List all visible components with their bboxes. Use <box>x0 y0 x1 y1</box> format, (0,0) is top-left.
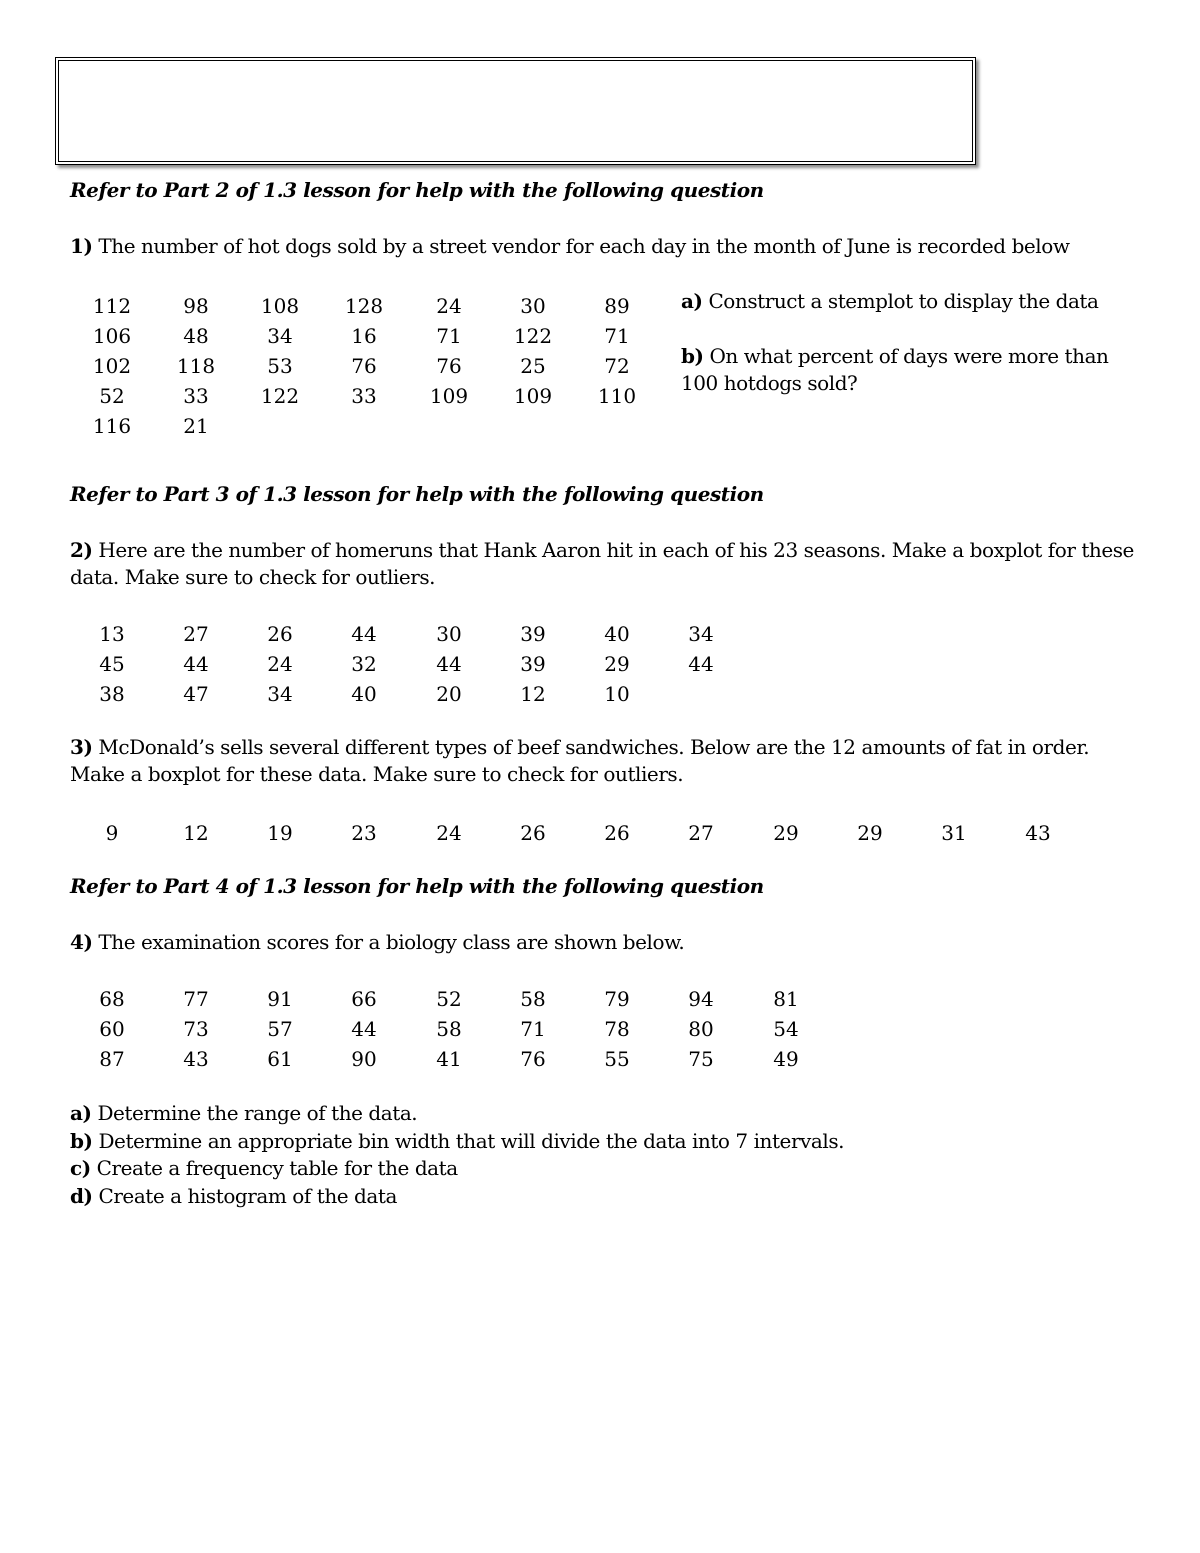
data-cell: 43 <box>183 1047 209 1071</box>
data-row <box>70 821 1090 851</box>
data-cell: 57 <box>267 1017 293 1041</box>
data-cell: 33 <box>351 384 377 408</box>
data-cell: 47 <box>183 682 209 706</box>
data-cell: 108 <box>260 294 300 318</box>
data-cell: 73 <box>183 1017 209 1041</box>
data-row <box>70 324 670 354</box>
data-cell: 43 <box>1025 821 1051 845</box>
data-cell: 91 <box>267 987 293 1011</box>
part-text: Determine an appropriate bin width that will divide the data into 7 intervals. <box>92 1128 845 1153</box>
data-cell: 29 <box>604 652 630 676</box>
part-text: Determine the range of the data. <box>91 1101 418 1125</box>
data-cell: 60 <box>99 1017 125 1041</box>
data-cell: 34 <box>267 682 293 706</box>
data-cell: 112 <box>92 294 132 318</box>
part-text: Create a histogram of the data <box>92 1183 397 1208</box>
data-cell: 72 <box>604 354 630 378</box>
data-cell: 87 <box>99 1047 125 1071</box>
data-cell: 71 <box>520 1017 546 1041</box>
question-1-number: 1) <box>70 234 93 258</box>
data-cell: 31 <box>941 821 967 845</box>
data-cell: 76 <box>436 354 462 378</box>
data-cell: 19 <box>267 821 293 845</box>
data-cell: 13 <box>99 622 125 646</box>
data-row <box>70 622 750 652</box>
data-cell: 38 <box>99 682 125 706</box>
question-4b <box>70 1128 844 1156</box>
data-cell: 54 <box>773 1017 799 1041</box>
data-row <box>70 987 830 1017</box>
data-cell: 23 <box>351 821 377 845</box>
data-cell: 118 <box>176 354 216 378</box>
data-cell: 116 <box>92 414 132 438</box>
question-1b <box>681 343 1151 397</box>
data-cell: 27 <box>688 821 714 845</box>
exam-scores-table <box>70 987 830 1077</box>
data-cell: 110 <box>597 384 637 408</box>
data-row <box>70 1047 830 1077</box>
question-1a-text: Construct a stemplot to display the data <box>702 289 1099 313</box>
data-row <box>70 1017 830 1047</box>
data-cell: 24 <box>267 652 293 676</box>
data-cell: 30 <box>520 294 546 318</box>
data-cell: 68 <box>99 987 125 1011</box>
data-cell: 32 <box>351 652 377 676</box>
question-4-prompt <box>70 929 1140 956</box>
question-4c <box>70 1155 844 1183</box>
question-4d <box>70 1183 844 1211</box>
data-row <box>70 384 670 414</box>
data-cell: 44 <box>688 652 714 676</box>
data-cell: 80 <box>688 1017 714 1041</box>
data-cell: 29 <box>857 821 883 845</box>
question-3-number: 3) <box>70 735 93 759</box>
part-label: d) <box>70 1183 93 1208</box>
data-cell: 122 <box>260 384 300 408</box>
data-cell: 55 <box>604 1047 630 1071</box>
data-cell: 40 <box>604 622 630 646</box>
question-4-parts <box>70 1100 844 1210</box>
data-cell: 39 <box>520 622 546 646</box>
data-cell: 81 <box>773 987 799 1011</box>
data-cell: 49 <box>773 1047 799 1071</box>
data-cell: 52 <box>436 987 462 1011</box>
data-cell: 41 <box>436 1047 462 1071</box>
data-cell: 71 <box>436 324 462 348</box>
data-cell: 27 <box>183 622 209 646</box>
data-cell: 128 <box>344 294 384 318</box>
data-cell: 24 <box>436 821 462 845</box>
data-cell: 26 <box>604 821 630 845</box>
data-cell: 34 <box>267 324 293 348</box>
question-1b-label: b) <box>681 344 704 368</box>
data-cell: 26 <box>520 821 546 845</box>
question-1-prompt <box>70 233 1150 260</box>
data-cell: 53 <box>267 354 293 378</box>
data-row <box>70 414 670 444</box>
data-row <box>70 682 750 712</box>
question-1b-text: On what percent of days were more than 100 hotdogs sold? <box>681 344 1109 395</box>
data-cell: 109 <box>513 384 553 408</box>
question-1a <box>681 288 1099 315</box>
data-cell: 48 <box>183 324 209 348</box>
data-cell: 94 <box>688 987 714 1011</box>
data-cell: 10 <box>604 682 630 706</box>
data-cell: 39 <box>520 652 546 676</box>
data-cell: 98 <box>183 294 209 318</box>
question-4-number: 4) <box>70 930 93 954</box>
data-cell: 30 <box>436 622 462 646</box>
lesson-reference-part-4: Refer to Part 4 of 1.3 lesson for help with the following question <box>70 874 764 898</box>
data-row <box>70 354 670 384</box>
part-label: b) <box>70 1128 93 1153</box>
data-cell: 40 <box>351 682 377 706</box>
question-2-number: 2) <box>70 538 93 562</box>
part-text: Create a frequency table for the data <box>90 1156 458 1180</box>
data-cell: 26 <box>267 622 293 646</box>
data-cell: 34 <box>688 622 714 646</box>
question-3-prompt <box>70 734 1140 788</box>
question-1-text: The number of hot dogs sold by a street vendor for each day in the month of June is recorded below <box>92 234 1070 258</box>
title-box <box>55 57 976 165</box>
data-cell: 21 <box>183 414 209 438</box>
part-label: a) <box>70 1101 92 1125</box>
data-cell: 58 <box>436 1017 462 1041</box>
lesson-reference-part-2: Refer to Part 2 of 1.3 lesson for help with the following question <box>70 178 764 202</box>
data-cell: 102 <box>92 354 132 378</box>
data-cell: 24 <box>436 294 462 318</box>
data-cell: 16 <box>351 324 377 348</box>
data-cell: 33 <box>183 384 209 408</box>
data-row <box>70 652 750 682</box>
data-cell: 29 <box>773 821 799 845</box>
data-cell: 71 <box>604 324 630 348</box>
data-cell: 109 <box>429 384 469 408</box>
data-cell: 106 <box>92 324 132 348</box>
hotdog-data-table <box>70 294 670 444</box>
part-label: c) <box>70 1156 91 1180</box>
data-cell: 90 <box>351 1047 377 1071</box>
data-cell: 9 <box>105 821 119 845</box>
data-cell: 75 <box>688 1047 714 1071</box>
homerun-data-table <box>70 622 750 712</box>
data-cell: 76 <box>351 354 377 378</box>
data-cell: 44 <box>351 622 377 646</box>
data-cell: 44 <box>351 1017 377 1041</box>
fat-data-table <box>70 821 1090 851</box>
data-cell: 76 <box>520 1047 546 1071</box>
data-cell: 58 <box>520 987 546 1011</box>
data-cell: 77 <box>183 987 209 1011</box>
question-4-text: The examination scores for a biology class are shown below. <box>92 930 685 954</box>
data-cell: 79 <box>604 987 630 1011</box>
data-cell: 89 <box>604 294 630 318</box>
data-cell: 12 <box>520 682 546 706</box>
data-cell: 12 <box>183 821 209 845</box>
data-row <box>70 294 670 324</box>
data-cell: 20 <box>436 682 462 706</box>
data-cell: 122 <box>513 324 553 348</box>
data-cell: 78 <box>604 1017 630 1041</box>
data-cell: 61 <box>267 1047 293 1071</box>
question-2-text: Here are the number of homeruns that Hank Aaron hit in each of his 23 seasons. Make a boxplot for these data. Make sure to check for outliers. <box>70 538 1134 589</box>
data-cell: 25 <box>520 354 546 378</box>
question-3-text: McDonald’s sells several different types of beef sandwiches. Below are the 12 amounts of fat in order. Make a boxplot for these data. Make sure to check for outliers. <box>70 735 1090 786</box>
question-4a <box>70 1100 844 1128</box>
question-1a-label: a) <box>681 289 703 313</box>
data-cell: 66 <box>351 987 377 1011</box>
data-cell: 44 <box>436 652 462 676</box>
data-cell: 45 <box>99 652 125 676</box>
question-2-prompt <box>70 537 1140 591</box>
data-cell: 44 <box>183 652 209 676</box>
data-cell: 52 <box>99 384 125 408</box>
lesson-reference-part-3: Refer to Part 3 of 1.3 lesson for help with the following question <box>70 482 764 506</box>
